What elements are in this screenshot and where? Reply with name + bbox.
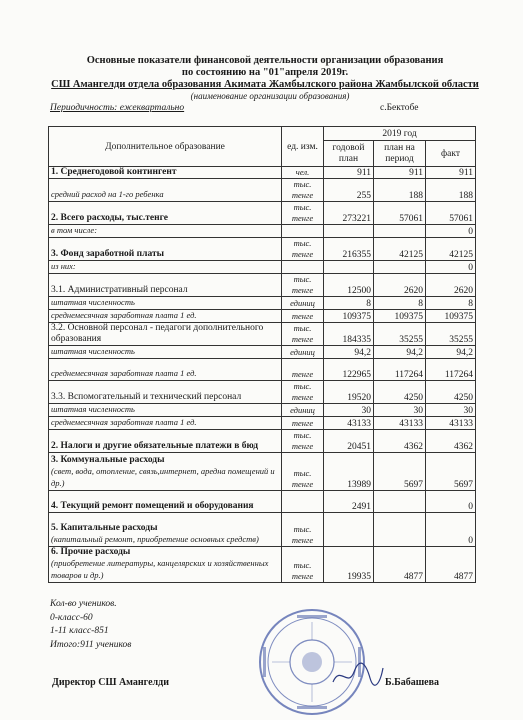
row-value-v3: 0 (426, 513, 476, 547)
row-unit: тыс. тенге (282, 453, 324, 491)
row-label-cell (49, 167, 282, 179)
row-value-v1: 30 (324, 404, 374, 417)
row-label: в том числе: (51, 225, 98, 235)
row-label: 1. Среднегодовой контингент (51, 167, 177, 177)
row-unit: тыс. тенге (282, 238, 324, 261)
row-unit: тенге (282, 417, 324, 430)
row-label-note: (свет, вода, отопление, связь,интернет, аредна помещений и др.) (51, 466, 275, 488)
row-label-cell (49, 381, 282, 404)
row-value-v1: 273221 (324, 202, 374, 225)
row-value-v2: 4362 (374, 430, 426, 453)
table-row (49, 261, 476, 274)
header-name: Дополнительное образование (49, 127, 282, 167)
row-value-v1 (324, 513, 374, 547)
row-unit: тыс. тенге (282, 202, 324, 225)
row-value-v3: 0 (426, 261, 476, 274)
row-unit: тыс. тенге (282, 513, 324, 547)
row-label-cell (49, 417, 282, 430)
row-unit: тенге (282, 310, 324, 323)
row-label: 2. Налоги и другие обязательные платежи в бюд (51, 441, 259, 451)
row-label: среднемесячная заработная плата 1 ед. (51, 368, 197, 378)
row-label: 3.3. Вспомогательный и технический персонал (51, 392, 242, 402)
row-label-cell (49, 202, 282, 225)
row-label: 3. Коммунальные расходы (51, 455, 165, 465)
row-label: 2. Всего расходы, тыс.тенге (51, 213, 168, 223)
row-label: 3.2. Основной персонал - педагоги дополнительного образования (51, 323, 264, 344)
row-label-cell (49, 491, 282, 513)
row-value-v3: 2620 (426, 274, 476, 297)
row-label-cell (49, 346, 282, 359)
director-label: Директор СШ Амангелди (52, 677, 169, 688)
row-label-cell (49, 323, 282, 346)
table-row (49, 297, 476, 310)
row-label-note: (капитальный ремонт, приобретение основных средств) (51, 534, 259, 544)
row-value-v1: 8 (324, 297, 374, 310)
table-row (49, 453, 476, 491)
row-value-v3: 911 (426, 167, 476, 179)
doc-title-line1: Основные показатели финансовой деятельности организации образования (86, 55, 444, 66)
row-value-v2: 117264 (374, 359, 426, 381)
row-value-v3: 5697 (426, 453, 476, 491)
row-value-v1 (324, 261, 374, 274)
row-label-cell (49, 513, 282, 547)
row-label-cell (49, 225, 282, 238)
row-unit (282, 225, 324, 238)
row-unit: тенге (282, 359, 324, 381)
row-value-v1: 20451 (324, 430, 374, 453)
table-row (49, 274, 476, 297)
table-row (49, 430, 476, 453)
row-unit: тыс. тенге (282, 430, 324, 453)
row-value-v3: 8 (426, 297, 476, 310)
table-row (49, 381, 476, 404)
row-value-v2 (374, 225, 426, 238)
table-row (49, 323, 476, 346)
row-value-v2: 43133 (374, 417, 426, 430)
row-value-v2: 57061 (374, 202, 426, 225)
row-label: 6. Прочие расходы (51, 547, 131, 557)
row-label: штатная численность (51, 297, 135, 307)
row-unit: тыс. тенге (282, 547, 324, 583)
table-row (49, 167, 476, 179)
row-label: средний расход на 1-го ребенка (51, 189, 164, 199)
row-value-v3: 188 (426, 179, 476, 202)
row-unit: чел. (282, 167, 324, 179)
row-label-cell (49, 359, 282, 381)
financial-table (48, 126, 476, 583)
row-label-cell (49, 310, 282, 323)
doc-title-line2: по состоянию на "01"апреля 2019г. (181, 67, 349, 78)
row-unit: тыс. тенге (282, 274, 324, 297)
row-label: 3.1. Административный персонал (51, 285, 188, 295)
note-1: Кол-во учеников. (50, 599, 117, 609)
row-value-v1: 13989 (324, 453, 374, 491)
row-label-cell (49, 297, 282, 310)
row-label: 4. Текущий ремонт помещений и оборудования (51, 501, 254, 511)
row-value-v2: 911 (374, 167, 426, 179)
row-value-v1: 43133 (324, 417, 374, 430)
row-value-v3: 0 (426, 225, 476, 238)
row-label: 5. Капитальные расходы (51, 523, 158, 533)
table-row (49, 238, 476, 261)
row-label: штатная численность (51, 346, 135, 356)
row-value-v1: 94,2 (324, 346, 374, 359)
table-row (49, 491, 476, 513)
header-fact: факт (426, 141, 476, 167)
note-2: 0-класс-60 (50, 612, 93, 623)
row-unit (282, 491, 324, 513)
signature-mark (330, 660, 385, 690)
row-label-cell (49, 238, 282, 261)
row-unit: тыс. тенге (282, 381, 324, 404)
row-value-v3: 4250 (426, 381, 476, 404)
row-label: среднемесячная заработная плата 1 ед. (51, 417, 197, 427)
row-value-v1: 19935 (324, 547, 374, 583)
row-value-v2: 30 (374, 404, 426, 417)
table-row (49, 547, 476, 583)
row-value-v1: 216355 (324, 238, 374, 261)
table-row (49, 359, 476, 381)
row-value-v3: 109375 (426, 310, 476, 323)
table-row (49, 202, 476, 225)
row-value-v3: 35255 (426, 323, 476, 346)
row-value-v2 (374, 261, 426, 274)
table-row (49, 310, 476, 323)
row-label: из них: (51, 261, 76, 271)
row-label-cell (49, 453, 282, 491)
row-value-v1: 19520 (324, 381, 374, 404)
header-unit: ед. изм. (282, 127, 324, 167)
row-value-v3: 4362 (426, 430, 476, 453)
row-unit: единиц (282, 404, 324, 417)
header-year: 2019 год (324, 127, 476, 141)
row-value-v3: 30 (426, 404, 476, 417)
row-value-v3: 43133 (426, 417, 476, 430)
row-value-v2: 109375 (374, 310, 426, 323)
row-label-cell (49, 261, 282, 274)
row-value-v1: 109375 (324, 310, 374, 323)
row-label-cell (49, 547, 282, 583)
header-plan-year: годовой план (324, 141, 374, 167)
row-unit: единиц (282, 346, 324, 359)
row-value-v1: 2491 (324, 491, 374, 513)
row-unit (282, 261, 324, 274)
row-value-v2: 2620 (374, 274, 426, 297)
row-value-v1: 255 (324, 179, 374, 202)
row-value-v2: 4250 (374, 381, 426, 404)
table-row (49, 404, 476, 417)
row-unit: тыс. тенге (282, 179, 324, 202)
header-plan-period: план на период (374, 141, 426, 167)
note-4: Итого:911 учеников (50, 639, 132, 650)
row-label-note: (приобретение литературы, канцелярских и хозяйственных товаров и др.) (51, 558, 269, 580)
row-value-v1: 184335 (324, 323, 374, 346)
row-unit: тыс. тенге (282, 323, 324, 346)
row-value-v3: 117264 (426, 359, 476, 381)
row-value-v3: 4877 (426, 547, 476, 583)
row-value-v3: 42125 (426, 238, 476, 261)
doc-subtitle: (наименование организации образования) (190, 91, 350, 101)
row-value-v2: 188 (374, 179, 426, 202)
row-value-v2 (374, 513, 426, 547)
row-label: 3. Фонд заработной платы (51, 249, 165, 259)
row-value-v1: 12500 (324, 274, 374, 297)
signatory-name: Б.Бабашева (385, 677, 440, 688)
row-label: штатная численность (51, 404, 135, 414)
row-value-v3: 57061 (426, 202, 476, 225)
table-row (49, 346, 476, 359)
row-value-v2: 8 (374, 297, 426, 310)
row-value-v1: 911 (324, 167, 374, 179)
row-label-cell (49, 274, 282, 297)
row-label-cell (49, 179, 282, 202)
note-3: 1-11 класс-851 (50, 626, 109, 636)
row-unit: единиц (282, 297, 324, 310)
row-value-v2 (374, 491, 426, 513)
row-value-v1: 122965 (324, 359, 374, 381)
row-value-v2: 4877 (374, 547, 426, 583)
table-row (49, 513, 476, 547)
table-row (49, 225, 476, 238)
place: с.Бектобе (380, 103, 419, 113)
table-row (49, 417, 476, 430)
doc-title-line3: СШ Амангелди отдела образования Акимата Жамбылского района Жамбылской области (51, 79, 479, 90)
row-value-v3: 94,2 (426, 346, 476, 359)
row-value-v1 (324, 225, 374, 238)
row-value-v2: 35255 (374, 323, 426, 346)
row-value-v2: 94,2 (374, 346, 426, 359)
row-label-cell (49, 404, 282, 417)
row-label: среднемесячная заработная плата 1 ед. (51, 310, 197, 320)
table-row (49, 179, 476, 202)
periodicity: Периодичность: ежеквартально (50, 103, 185, 113)
row-value-v2: 42125 (374, 238, 426, 261)
row-value-v2: 5697 (374, 453, 426, 491)
row-label-cell (49, 430, 282, 453)
notes (50, 598, 131, 652)
row-value-v3: 0 (426, 491, 476, 513)
